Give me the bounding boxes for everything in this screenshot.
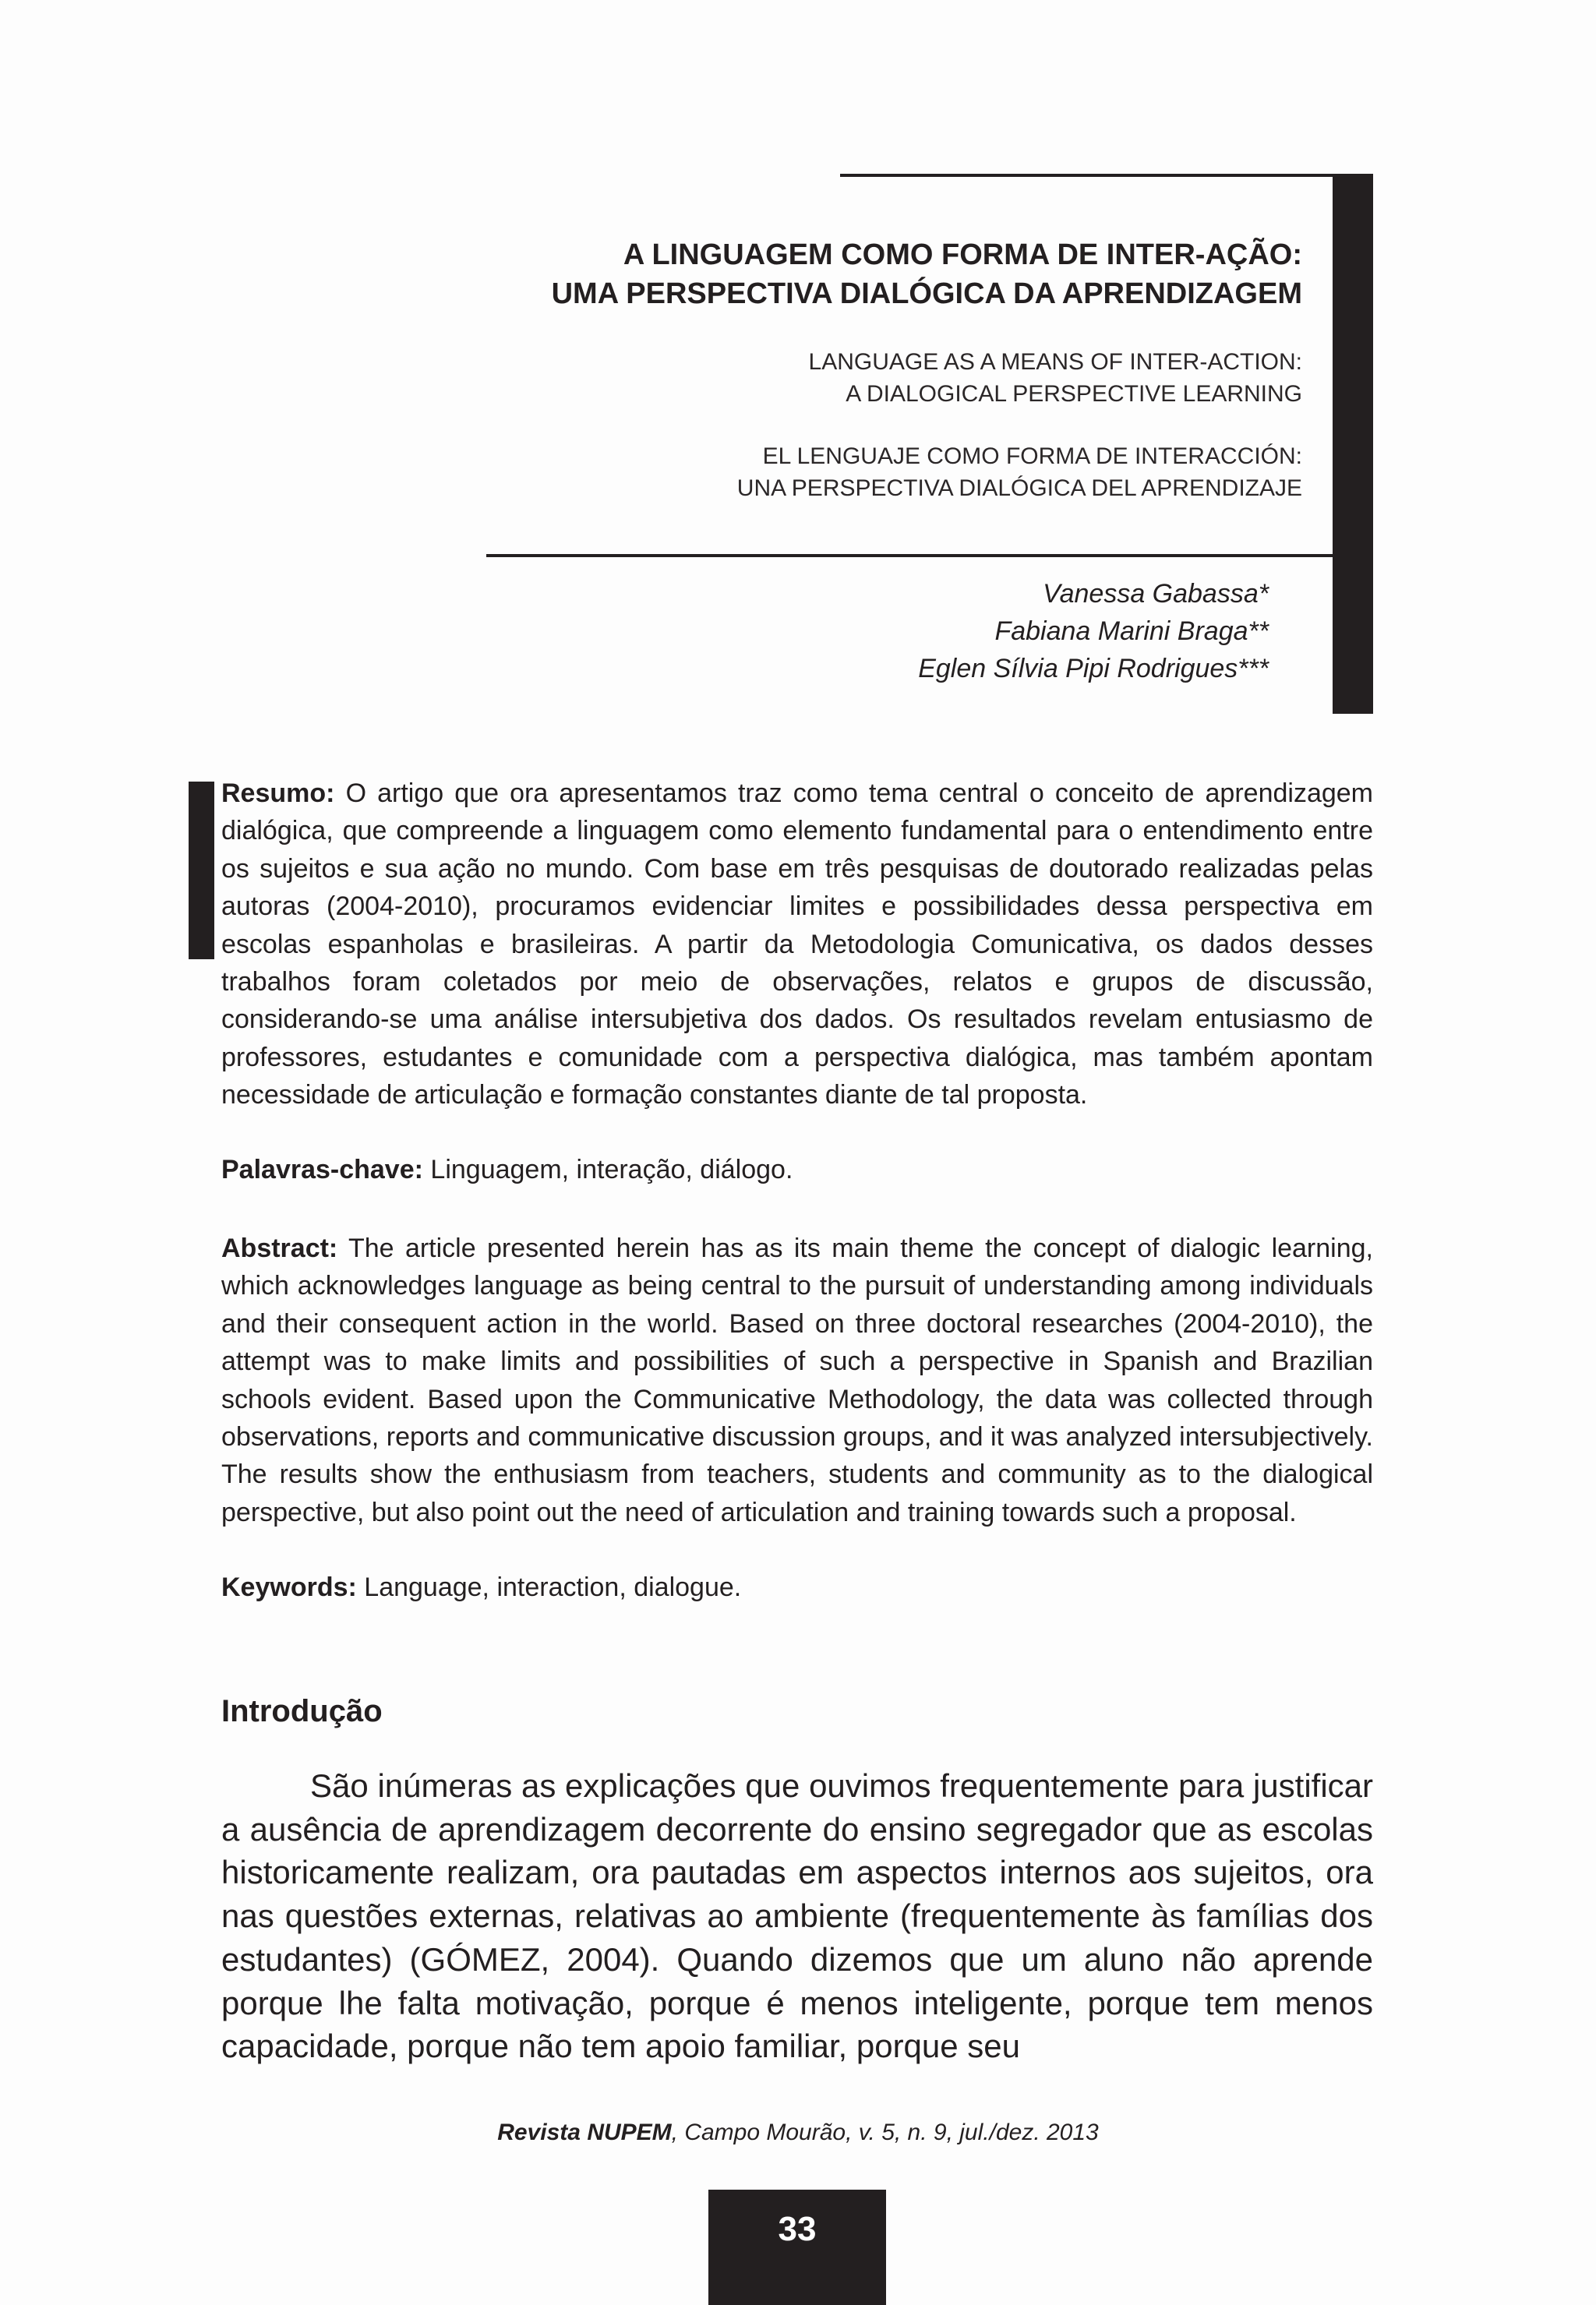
author-1: Vanessa Gabassa* bbox=[1043, 579, 1269, 609]
subtitle-es-line-2: UNA PERSPECTIVA DIALÓGICA DEL APRENDIZAJE bbox=[736, 475, 1302, 501]
journal-details: , Campo Mourão, v. 5, n. 9, jul./dez. 2013 bbox=[671, 2120, 1099, 2145]
keywords bbox=[221, 1569, 1373, 1606]
resumo-label: Resumo: bbox=[221, 778, 335, 808]
keywords-text: Language, interaction, dialogue. bbox=[364, 1573, 742, 1602]
author-2: Fabiana Marini Braga** bbox=[994, 616, 1269, 646]
subtitle-english bbox=[367, 346, 1302, 410]
title-line-1: A LINGUAGEM COMO FORMA DE INTER-AÇÃO: bbox=[623, 238, 1302, 271]
title-top-rule bbox=[840, 174, 1333, 177]
palavras-chave bbox=[221, 1151, 1373, 1188]
subtitle-en-line-1: LANGUAGE AS A MEANS OF INTER-ACTION: bbox=[808, 349, 1302, 375]
journal-name: Revista NUPEM bbox=[497, 2120, 672, 2145]
introduction-paragraph: São inúmeras as explicações que ouvimos frequentemente para justificar a ausência de aprendizagem decorrente do ensino segregador que as escolas historicamente realizam, ora pautadas em aspectos internos aos sujeitos, ora nas questões externas, relativas ao ambiente (frequentemente às famílias dos estudantes) (GÓMEZ, 2004). Quando dizemos que um aluno não aprende porque lhe falta motivação, porque é menos inteligente, porque tem menos capacidade, porque não tem apoio familiar, porque seu bbox=[221, 1767, 1373, 2065]
author-3: Eglen Sílvia Pipi Rodrigues*** bbox=[918, 654, 1269, 683]
introduction-heading: Introdução bbox=[221, 1694, 383, 1728]
author-list bbox=[918, 575, 1269, 687]
subtitle-spanish bbox=[367, 440, 1302, 504]
abstract-paragraph bbox=[221, 1230, 1373, 1531]
subtitle-es-line-1: EL LENGUAJE COMO FORMA DE INTERACCIÓN: bbox=[762, 443, 1302, 469]
abstract-label: Abstract: bbox=[221, 1234, 338, 1263]
palavras-chave-text: Linguagem, interação, diálogo. bbox=[430, 1155, 793, 1184]
palavras-chave-label: Palavras-chave: bbox=[221, 1155, 423, 1184]
resumo-marker-bar bbox=[189, 782, 214, 959]
subtitle-en-line-2: A DIALOGICAL PERSPECTIVE LEARNING bbox=[846, 381, 1302, 407]
title-line-2: UMA PERSPECTIVA DIALÓGICA DA APRENDIZAGEM bbox=[551, 277, 1302, 310]
article-title bbox=[367, 235, 1302, 313]
title-side-bar bbox=[1333, 174, 1373, 714]
abstract-text: The article presented herein has as its main theme the concept of dialogic learning, which acknowledges language as being central to the pursuit of understanding among individuals and their consequent action in the world. Based on three doctoral researches (2004-2010), the attempt was to make limits and possibilities of such a perspective in Spanish and Brazilian schools evident. Based upon the Communicative Methodology, the data was collected through observations, reports and communicative discussion groups, and it was analyzed intersubjectively. The results show the enthusiasm from teachers, students and community as to the dialogical perspective, but also point out the need of articulation and training towards such a proposal. bbox=[221, 1234, 1373, 1527]
resumo-paragraph bbox=[221, 775, 1373, 1114]
journal-footer bbox=[0, 2117, 1596, 2148]
keywords-label: Keywords: bbox=[221, 1573, 357, 1602]
page-number: 33 bbox=[708, 2190, 886, 2305]
resumo-text: O artigo que ora apresentamos traz como tema central o conceito de aprendizagem dialógica, que compreende a linguagem como elemento fundamental para o entendimento entre os sujeitos e sua ação no mundo. Com base em três pesquisas de doutorado realizadas pelas autoras (2004-2010), procuramos evidenciar limites e possibilidades dessa perspectiva em escolas espanholas e brasileiras. A partir da Metodologia Comunicativa, os dados desses trabalhos foram coletados por meio de observações, relatos e grupos de discussão, considerando-se uma análise intersubjetiva dos dados. Os resultados revelam entusiasmo de professores, estudantes e comunidade com a perspectiva dialógica, mas também apontam necessidade de articulação e formação constantes diante de tal proposta. bbox=[221, 778, 1373, 1110]
title-bottom-rule bbox=[486, 554, 1333, 557]
